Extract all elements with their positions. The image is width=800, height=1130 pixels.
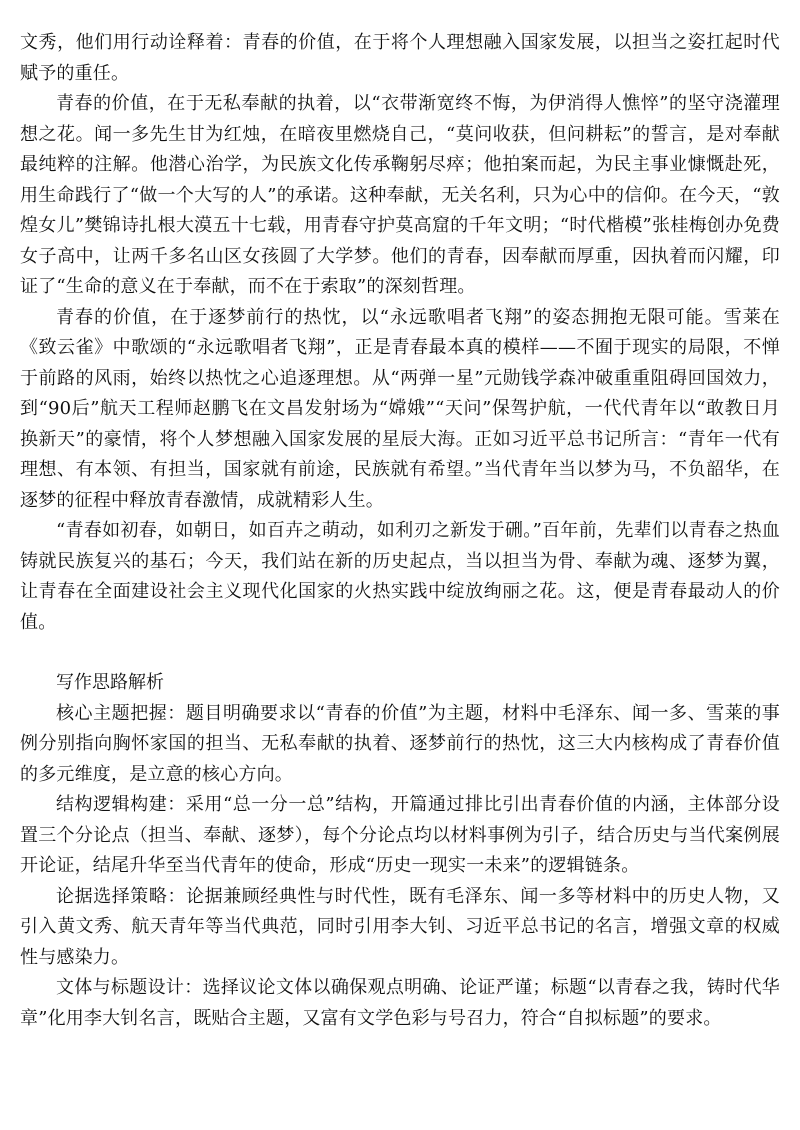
analysis-item-theme — [20, 699, 780, 791]
document-page — [20, 28, 780, 1034]
analysis-item-style — [20, 973, 780, 1034]
essay-paragraph-dedication: 青春的价值，在于无私奉献的执着，以“衣带渐宽终不悔，为伊消得人憔悴”的坚守浇灌理想之花。闻一多先生甘为红烛，在暗夜里燃烧自己，“莫问收获，但问耕耘”的誓言，是对奉献最纯粹的注解。他潜心治学，为民族文化传承鞠躬尽瘁；他拍案而起，为民主事业慷慨赴死，用生命践行了“做一个大写的人”的承诺。这种奉献，无关名利，只为心中的信仰。在今天，“敦煌女儿”樊锦诗扎根大漠五十七载，用青春守护莫高窟的千年文明；“时代楷模”张桂梅创办免费女子高中，让两千多名山区女孩圆了大学梦。他们的青春，因奉献而厚重，因执着而闪耀，印证了“生命的意义在于奉献，而不在于索取”的深刻哲理。 — [20, 93, 780, 297]
analysis-item-lead: 文体与标题设计： — [56, 977, 203, 998]
essay-paragraph-dream: 青春的价值，在于逐梦前行的热忱，以“永远歌唱者飞翔”的姿态拥抱无限可能。雪莱在《致云雀》中歌颂的“永远歌唱者飞翔”，正是青春最本真的模样——不囿于现实的局限，不惮于前路的风雨，始终以热忱之心追逐理想。从“两弹一星”元勋钱学森冲破重重阻碍回国效力，到“90后”航天工程师赵鹏飞在文昌发射场为“嫦娥”“天问”保驾护航，一代代青年以“敢教日月换新天”的豪情，将个人梦想融入国家发展的星辰大海。正如习近平总书记所言：“青年一代有理想、有本领、有担当，国家就有前途，民族就有希望。”当代青年当以梦为马，不负韶华，在逐梦的征程中释放青春激情，成就精彩人生。 — [20, 306, 780, 511]
analysis-item-lead: 核心主题把握： — [56, 702, 186, 724]
analysis-item-text: 论据兼顾经典性与时代性，既有毛泽东、闻一多等材料中的历史人物，又引入黄文秀、航天青年等当代典范，同时引用李大钊、习近平总书记的名言，增强文章的权威性与感染力。 — [20, 885, 780, 968]
essay-paragraph-conclusion: “青春如初春，如朝日，如百卉之萌动，如利刃之新发于硎。”百年前，先辈们以青春之热血铸就民族复兴的基石；今天，我们站在新的历史起点，当以担当为骨、奉献为魂、逐梦为翼，让青春在全面建设社会主义现代化国家的火热实践中绽放绚丽之花。这，便是青春最动人的价值。 — [20, 520, 780, 633]
analysis-item-lead: 结构逻辑构建： — [56, 794, 186, 815]
essay-paragraph-continued: 文秀，他们用行动诠释着：青春的价值，在于将个人理想融入国家发展，以担当之姿扛起时代赋予的重任。 — [20, 32, 780, 84]
analysis-title: 写作思路解析 — [56, 672, 164, 693]
analysis-item-structure — [20, 790, 780, 882]
analysis-item-evidence — [20, 882, 780, 974]
section-gap — [20, 638, 780, 668]
analysis-item-text: 题目明确要求以“青春的价值”为主题，材料中毛泽东、闻一多、雪莱的事例分别指向胸怀家国的担当、无私奉献的执着、逐梦前行的热忱，这三大内核构成了青春价值的多元维度，是立意的核心方向。 — [20, 702, 780, 785]
analysis-item-lead: 论据选择策略： — [56, 885, 187, 907]
analysis-item-text: 选择议论文体以确保观点明确、论证严谨；标题“以青春之我，铸时代华章”化用李大钊名言，既贴合主题，又富有文学色彩与号召力，符合“自拟标题”的要求。 — [20, 977, 780, 1029]
analysis-item-text: 采用“总一分一总”结构，开篇通过排比引出青春价值的内涵，主体部分设置三个分论点（担当、奉献、逐梦），每个分论点均以材料事例为引子，结合历史与当代案例展开论证，结尾升华至当代青年的使命，形成“历史一现实一未来”的逻辑链条。 — [20, 794, 780, 876]
